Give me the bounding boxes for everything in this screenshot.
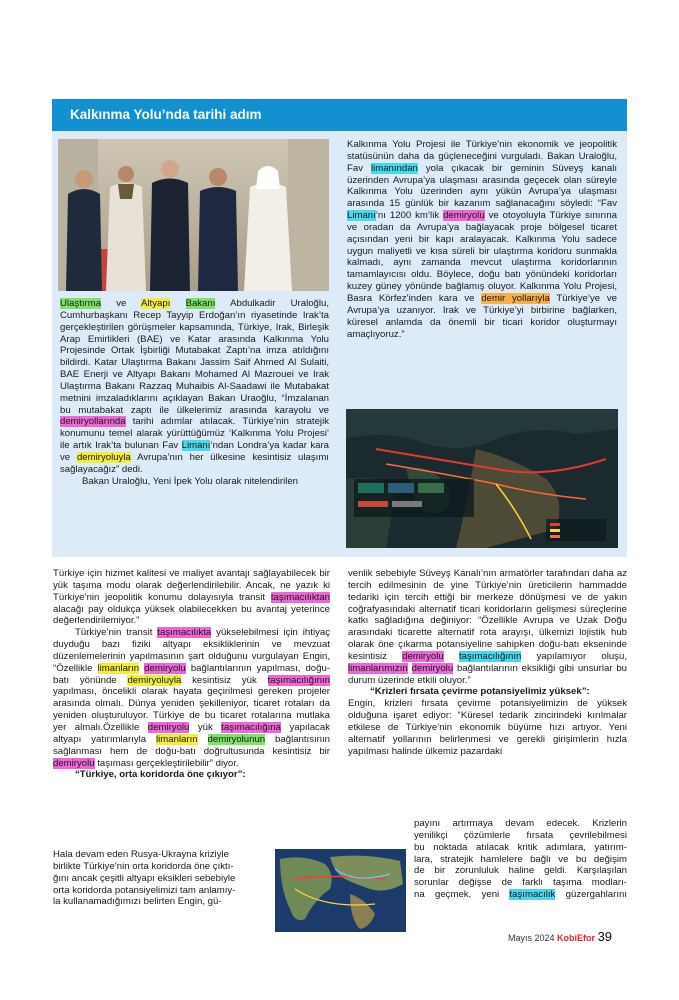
highlighted-term: taşımacılığının <box>267 674 330 686</box>
left-narrow-line: la kullanamadığımızı belirten Engin, gü- <box>53 896 222 908</box>
article-right-column <box>348 568 627 758</box>
text-run: Abdulkadir Uraloğlu, Cumhurbaşkanı Recep Tayyip Erdoğan’ın riyasetinde Irak’ta gerçekleştirilen görüşmeler kapsamında, Türkiye, Irak, Birleşik Arap Emirlikleri (BAE) ve Katar arasında Kalkınma Yolu Projesinde Ortak İşbirliği Mutabakat Zaptı’na imza atıldığını bildirdi. Katar Ulaştırma Bakanı Jassim Saif Ahmed Al Sulaiti, BAE Enerji ve Altyapı Bakanı Mohamed Al Mazrouei ve Irak Ulaştırma Bakanı Razzaq Muhaibis Al-Saadawi ile Mutabakat metnini imzaladıklarını açıklayan Bakan Uraoğlu, “İmzalanan bu mutabakat zaptı ile ülkelerimiz arasında karayolu ve <box>60 298 330 416</box>
text-run: lara, stratejik hamlelere bağlı ve bu değişim <box>414 853 627 865</box>
text-run: bu noktada atılacak kritik adımlara, yatırım- <box>414 841 627 853</box>
text-run: sorunlar değişse de farklı taşıma modları- <box>414 877 627 889</box>
right-narrow-line <box>414 865 627 877</box>
text-run: taşıması gerçekleştirilebilir” diyor. <box>94 757 239 769</box>
highlighted-term: limanların <box>97 662 140 674</box>
highlighted-term: limanların <box>156 733 198 745</box>
text-run: yükselebilmesi için ihtiyaç duyduğu bazı fiziki altyapı eksikliklerinin ve mevzuat düzenlemelerinin yapılmasının şart olduğunu vurgulayan Engin, “Özellikle <box>53 627 330 674</box>
left-narrow-line: birlikte Türkiye’nin orta koridorda öne çıktı- <box>53 860 234 872</box>
text-run: ’ndan Londra’ya kadar kara ve <box>60 440 329 463</box>
highlighted-term: limanlarımızın <box>348 662 408 674</box>
text-run <box>170 298 185 309</box>
text-run: Kalkınma Yolu Projesi ile Türkiye’nin ekonomik ve jeopolitik statüsünün daha da güçleneceğini vurguladı. Bakan Uraloğlu, Fav <box>347 139 617 174</box>
highlighted-term: demiryolu <box>53 757 95 769</box>
text-run: bağlantısının sağlanması hem de doğu-batı doğrultusunda kesintisiz bir <box>53 733 330 757</box>
text-run: Avrupa’nın her ülkesine kesintisiz ulaşımı sağlayacağız” dedi. <box>60 451 329 475</box>
text-run: yapılacak altyapı yatırımlarıyla <box>53 721 330 745</box>
text-run: na geçmek, yeni <box>414 889 510 901</box>
highlighted-term: Limanı <box>181 440 211 452</box>
box-left-paragraph-1 <box>60 298 329 476</box>
text-run: yola çıkacak bir geminin Süveyş kanalı üzerinden Avrupa’ya ulaşması arasında geçecek olan süreyle Kalkınma Yolu üzerinden aynı yükün Avrupa’ya ulaşması arasında 15 günlük bir kazanım sağlanacağını söyledi: “Fav <box>347 162 617 210</box>
text-run <box>198 734 208 745</box>
text-run: Türkiye için hizmet kalitesi ve maliyet avantajı sağlayabilecek bir yük taşıma modu olarak değerlendirilebilir. Ancak, ne yazık ki Türkiye’nin jeopolitik konumu dolayısıyla transit <box>53 568 330 603</box>
highlighted-term: Limanı <box>347 210 376 222</box>
info-box-title: Kalkınma Yolu’nda tarihi adım <box>52 99 627 131</box>
text-run: yapılması, öncelikli olarak hayata geçirilmesi gereken projeler arasında olmalı. Dünya yeniden şekilleniyor, ticaret rotaları da yeniden oluşturuluyor. Türkiye de bu ticaret rotalarına mutlaka yer almalı.Özellikle <box>53 686 330 733</box>
text-run: Bakan Uraloğlu, Yeni İpek Yolu olarak nitelendirilen <box>82 475 299 487</box>
text-run: yenilikçi çözümlerle fırsata çevrilebilmesi <box>414 829 627 841</box>
right-narrow-line <box>414 842 627 854</box>
text-run: yük <box>189 721 222 733</box>
highlighted-term: demiryolu <box>147 721 190 733</box>
highlighted-term: Altyapı <box>141 298 171 309</box>
highlighted-term: taşımacılığına <box>221 721 281 733</box>
page-footer <box>508 929 612 944</box>
text-run: ’nı 1200 km’lik <box>375 210 444 222</box>
magazine-brand: KobiEfor <box>557 933 596 943</box>
article-right-paragraph-2 <box>348 698 627 757</box>
text-run: payını artırmaya devam edecek. Krizlerin <box>414 818 627 829</box>
text-run: tarihi adımlar atılacak. Türkiye’nin stratejik konumunu temel alarak yürüttüğümüz ‘Kalkınma Yolu Projesi’ ile artık Irak’ta bulunan Fav <box>60 416 329 452</box>
text-run: bağlantılarının eksikliği gibi unsurlar bu durum üzerinde etkili oluyor.” <box>348 662 627 686</box>
page-number: 39 <box>597 929 613 944</box>
highlighted-term: taşımacılıkta <box>157 627 212 639</box>
text-run: venlik sebebiyle Süveyş Kanalı’nın armatörler tarafından daha az tercih edilmesinin de yine Türkiye’nin üreticilerin hammadde tedariki için tercih ettiği bir merkeze dönüşmesi ve de yakın coğrafyasındaki alternatif ticari koridorların gelişmesi süreçlerine katkı sağladığına değiniyor: “Özellikle Avrupa ve Uzak Doğu arasındaki ticarette alternatif rota arayışı, ülkemizi lojistik hub olarak öne çıkarma potansiyeline sahipken doğu-batı ekseninde kesintisiz <box>348 568 627 662</box>
article-right-narrow <box>414 818 627 901</box>
highlighted-term: limanından <box>370 162 418 174</box>
highlighted-term: Ulaştırma <box>60 298 102 309</box>
right-narrow-line <box>414 877 627 889</box>
highlighted-term: demiryoluyla <box>76 451 131 463</box>
article-right-paragraph-1 <box>348 568 627 686</box>
highlighted-term: demiryolu <box>144 662 186 674</box>
highlighted-term: demiryollarında <box>60 416 126 428</box>
right-narrow-line <box>414 818 627 830</box>
left-narrow-line: ğını ancak çeşitli altyapı eksikleri sebebiyle <box>53 872 236 884</box>
highlighted-term: taşımacılık <box>509 889 556 901</box>
highlighted-term: taşımacılığının <box>458 650 522 662</box>
text-run <box>408 663 412 674</box>
highlighted-term: demiryoluyla <box>127 674 182 686</box>
article-left-column <box>53 568 330 781</box>
text-run: bağlantılarının yapılması, doğu-batı yönünde <box>53 662 330 686</box>
box-left-column <box>60 298 329 488</box>
article-left-paragraph-1 <box>53 568 330 627</box>
right-narrow-line <box>414 854 627 866</box>
text-run: güzergahlarını <box>555 889 627 901</box>
text-run: Türkiye’ye ve Avrupa’ya uzanıyor. Irak ve Türkiye’yi birbirine bağlarken, küresel anlamda da önemli bir ticari koridor oluşturmayı amaçlıyoruz.” <box>347 292 617 340</box>
ministers-photo <box>58 139 329 291</box>
highlighted-term: Bakanı <box>185 298 216 309</box>
box-right-paragraph <box>347 139 617 340</box>
left-narrow-line: orta koridorda potansiyelimizi tam anlamıy- <box>53 884 236 896</box>
box-right-column <box>347 139 617 340</box>
article-left-subheading: “Türkiye, orta koridorda öne çıkıyor”: <box>75 769 246 781</box>
highlighted-term: taşımacılıktan <box>270 591 330 603</box>
article-right-subheading: “Krizleri fırsata çevirme potansiyelimiz yüksek”: <box>370 686 590 698</box>
box-left-paragraph-2 <box>60 476 329 488</box>
article-left-narrow <box>53 849 268 908</box>
issue-date: Mayıs 2024 <box>508 933 555 943</box>
right-narrow-line <box>414 830 627 842</box>
corridor-map-image <box>346 409 618 548</box>
highlighted-term: demiryolu <box>402 650 444 662</box>
text-run: Türkiye’nin transit <box>75 627 158 639</box>
left-narrow-line: Hala devam eden Rusya-Ukrayna kriziyle <box>53 849 229 860</box>
text-run <box>444 651 459 662</box>
text-run: alacağı pay oldukça yüksek olabilecekken bu avantaj yeterince değerlendirilemiyor.” <box>53 603 330 627</box>
text-run: de bir zorunluluk haline geldi. Karşılaşılan <box>414 865 627 877</box>
text-run: ve <box>101 298 142 309</box>
article-left-paragraph-2 <box>53 627 330 769</box>
highlighted-term: demir yollarıyla <box>481 292 550 304</box>
text-run: kesintisiz yük <box>181 674 268 686</box>
highlighted-term: demiryolunun <box>207 733 266 745</box>
world-route-map-image <box>275 849 406 932</box>
highlighted-term: demiryolu <box>443 210 485 222</box>
text-run: yapılamıyor oluşu, <box>521 650 627 662</box>
highlighted-term: demiryolu <box>411 662 454 674</box>
text-run: Engin, krizleri fırsata çevirme potansiyelimizin de yüksek olduğuna işaret ediyor: “Küresel tedarik zincirindeki kırılmalar etkilese de Türkiye’nin ekonomik büyüme hızı artıyor. Yeni alternatif yollarının belirlenmesi ve gerekli girişimlerin hızla yapılması halinde ülkemiz pazardaki <box>348 698 627 757</box>
right-narrow-line <box>414 889 627 901</box>
text-run: ve otoyoluyla Türkiye sınırına ve oradan da Avrupa’ya bağlayacak proje bölgesel ticaret açısından yeni bir kapı aralayacak. Kalkınma Yolu sadece uygun maliyetli ve kısa süreli bir ulaştırma koridoru sunmakla kalmadı, aynı zamanda mevcut ulaştırma koridorlarının tamamlayıcısı oldu. Böylece, doğu batı yönündeki koridorları kuzey güney yönünde bağlamış oluyor. Kalkınma Yolu Projesi, Basra Körfez’inden kara ve <box>347 210 617 304</box>
